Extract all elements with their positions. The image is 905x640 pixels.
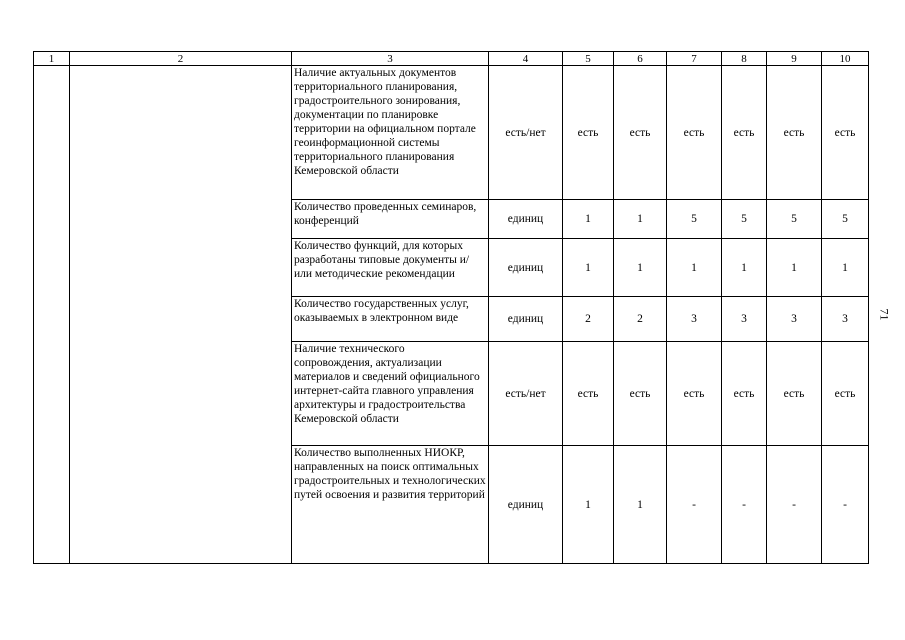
header-cell: 9 (767, 52, 822, 66)
value-cell: - (767, 446, 822, 564)
header-cell: 10 (822, 52, 869, 66)
value-cell: есть (822, 66, 869, 200)
value-cell: есть (767, 66, 822, 200)
page-number: 71 (877, 308, 892, 321)
value-cell: 5 (667, 200, 722, 239)
value-cell: 5 (822, 200, 869, 239)
value-cell: 3 (767, 297, 822, 342)
header-cell: 2 (70, 52, 292, 66)
value-cell: 1 (822, 239, 869, 297)
value-cell: 5 (767, 200, 822, 239)
value-cell: - (822, 446, 869, 564)
header-cell: 1 (34, 52, 70, 66)
indicator-cell: Наличие технического сопровождения, актуализации материалов и сведений официального интернет-сайта главного управления архитектуры и градостроительства Кемеровской области (292, 342, 489, 446)
value-cell: есть (614, 66, 667, 200)
unit-cell: единиц (489, 297, 563, 342)
value-cell: - (667, 446, 722, 564)
value-cell: есть (767, 342, 822, 446)
table-row (34, 66, 869, 200)
value-cell: есть (667, 342, 722, 446)
unit-cell: единиц (489, 239, 563, 297)
header-cell: 7 (667, 52, 722, 66)
value-cell: 1 (614, 239, 667, 297)
value-cell: - (722, 446, 767, 564)
value-cell: есть (667, 66, 722, 200)
value-cell: есть (822, 342, 869, 446)
col2-cell (70, 66, 292, 564)
unit-cell: единиц (489, 446, 563, 564)
value-cell: 1 (667, 239, 722, 297)
value-cell: 3 (822, 297, 869, 342)
value-cell: 3 (667, 297, 722, 342)
header-cell: 8 (722, 52, 767, 66)
value-cell: 1 (563, 239, 614, 297)
unit-cell: есть/нет (489, 342, 563, 446)
indicator-cell: Количество выполненных НИОКР, направленных на поиск оптимальных градостроительных и технологических путей освоения и развития территорий (292, 446, 489, 564)
header-cell: 6 (614, 52, 667, 66)
table-header-row (34, 52, 869, 66)
value-cell: есть (722, 66, 767, 200)
col1-cell (34, 66, 70, 564)
indicator-cell: Наличие актуальных документов территориального планирования, градостроительного зонирования, документации по планировке территории на официальном портале геоинформационной системы территориального планирования Кемеровской области (292, 66, 489, 200)
value-cell: 2 (563, 297, 614, 342)
value-cell: 1 (563, 446, 614, 564)
value-cell: 1 (563, 200, 614, 239)
unit-cell: есть/нет (489, 66, 563, 200)
value-cell: 1 (614, 200, 667, 239)
value-cell: 1 (614, 446, 667, 564)
value-cell: 1 (722, 239, 767, 297)
value-cell: есть (563, 342, 614, 446)
indicator-cell: Количество функций, для которых разработаны типовые документы и/или методические рекомендации (292, 239, 489, 297)
header-cell: 4 (489, 52, 563, 66)
value-cell: 3 (722, 297, 767, 342)
value-cell: 2 (614, 297, 667, 342)
value-cell: 5 (722, 200, 767, 239)
header-cell: 5 (563, 52, 614, 66)
indicator-cell: Количество проведенных семинаров, конференций (292, 200, 489, 239)
indicator-cell: Количество государственных услуг, оказываемых в электронном виде (292, 297, 489, 342)
value-cell: есть (722, 342, 767, 446)
unit-cell: единиц (489, 200, 563, 239)
value-cell: есть (614, 342, 667, 446)
header-cell: 3 (292, 52, 489, 66)
indicators-table (33, 51, 869, 564)
value-cell: есть (563, 66, 614, 200)
value-cell: 1 (767, 239, 822, 297)
